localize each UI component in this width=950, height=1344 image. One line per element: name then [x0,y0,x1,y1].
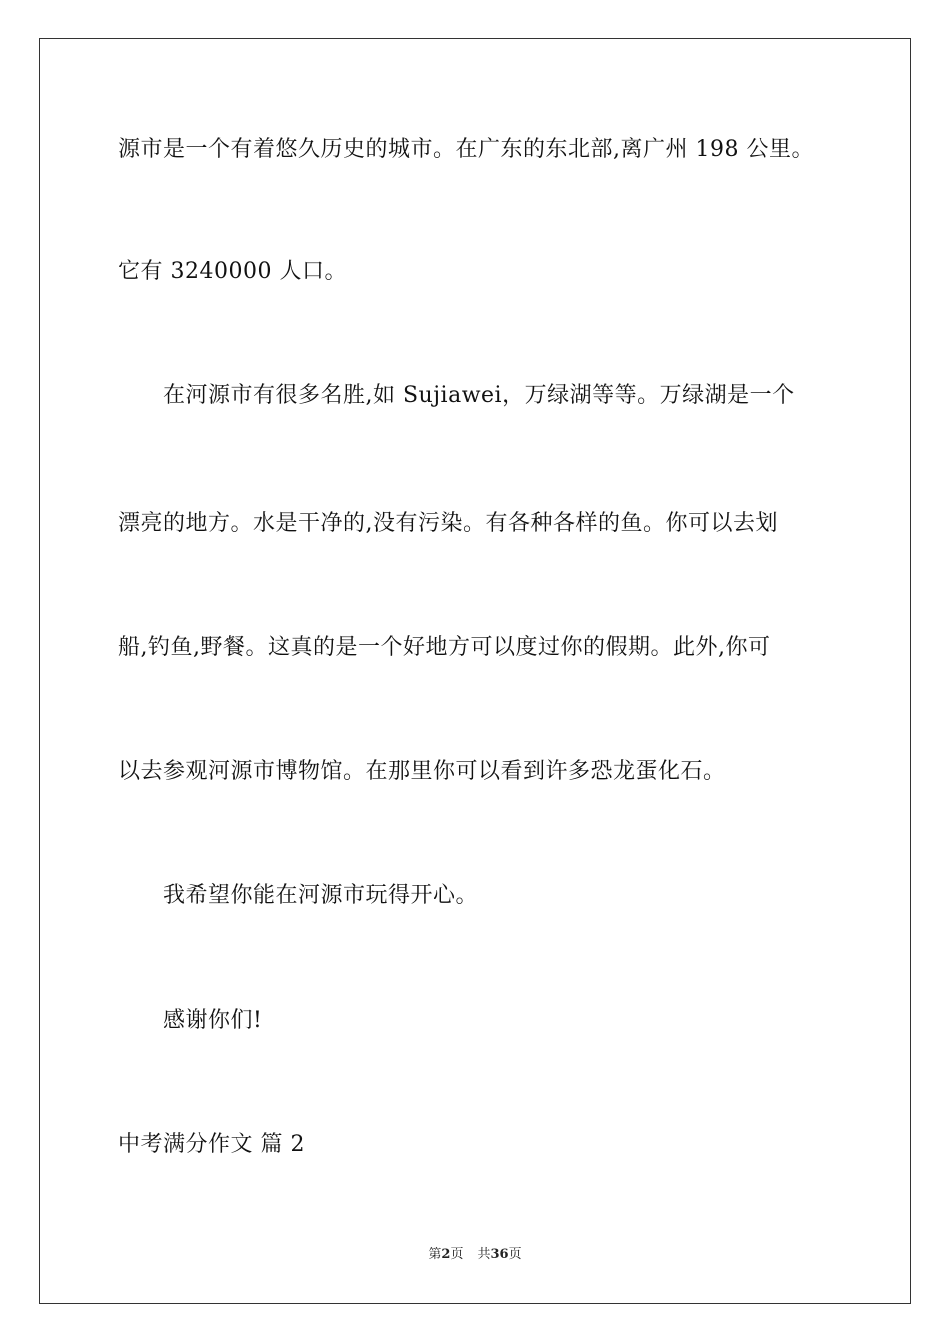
paragraph-line-7: 我希望你能在河源市玩得开心。 [163,883,479,908]
footer-page-number: 2 [441,1247,451,1262]
footer-total-suffix: 页 [508,1247,522,1262]
paragraph-line-6: 以去参观河源市博物馆。在那里你可以看到许多恐龙蛋化石。 [118,759,726,784]
footer-total-prefix: 共 [477,1247,491,1262]
footer-total-pages: 36 [490,1247,509,1262]
paragraph-line-1: 源市是一个有着悠久历史的城市。在广东的东北部,离广州 198 公里。 [118,137,814,162]
paragraph-line-3: 在河源市有很多名胜,如 Sujiawei，万绿湖等等。万绿湖是一个 [163,383,795,408]
footer-page-prefix: 第 [428,1247,442,1262]
footer-page-suffix: 页 [450,1247,464,1262]
section-heading: 中考满分作文 篇 2 [118,1132,305,1157]
paragraph-line-2: 它有 3240000 人口。 [118,259,347,284]
page-footer [0,1246,950,1264]
paragraph-line-5: 船,钓鱼,野餐。这真的是一个好地方可以度过你的假期。此外,你可 [118,635,771,660]
paragraph-line-8: 感谢你们! [163,1008,263,1033]
page-border [39,38,911,1304]
paragraph-line-4: 漂亮的地方。水是干净的,没有污染。有各种各样的鱼。你可以去划 [118,511,778,536]
